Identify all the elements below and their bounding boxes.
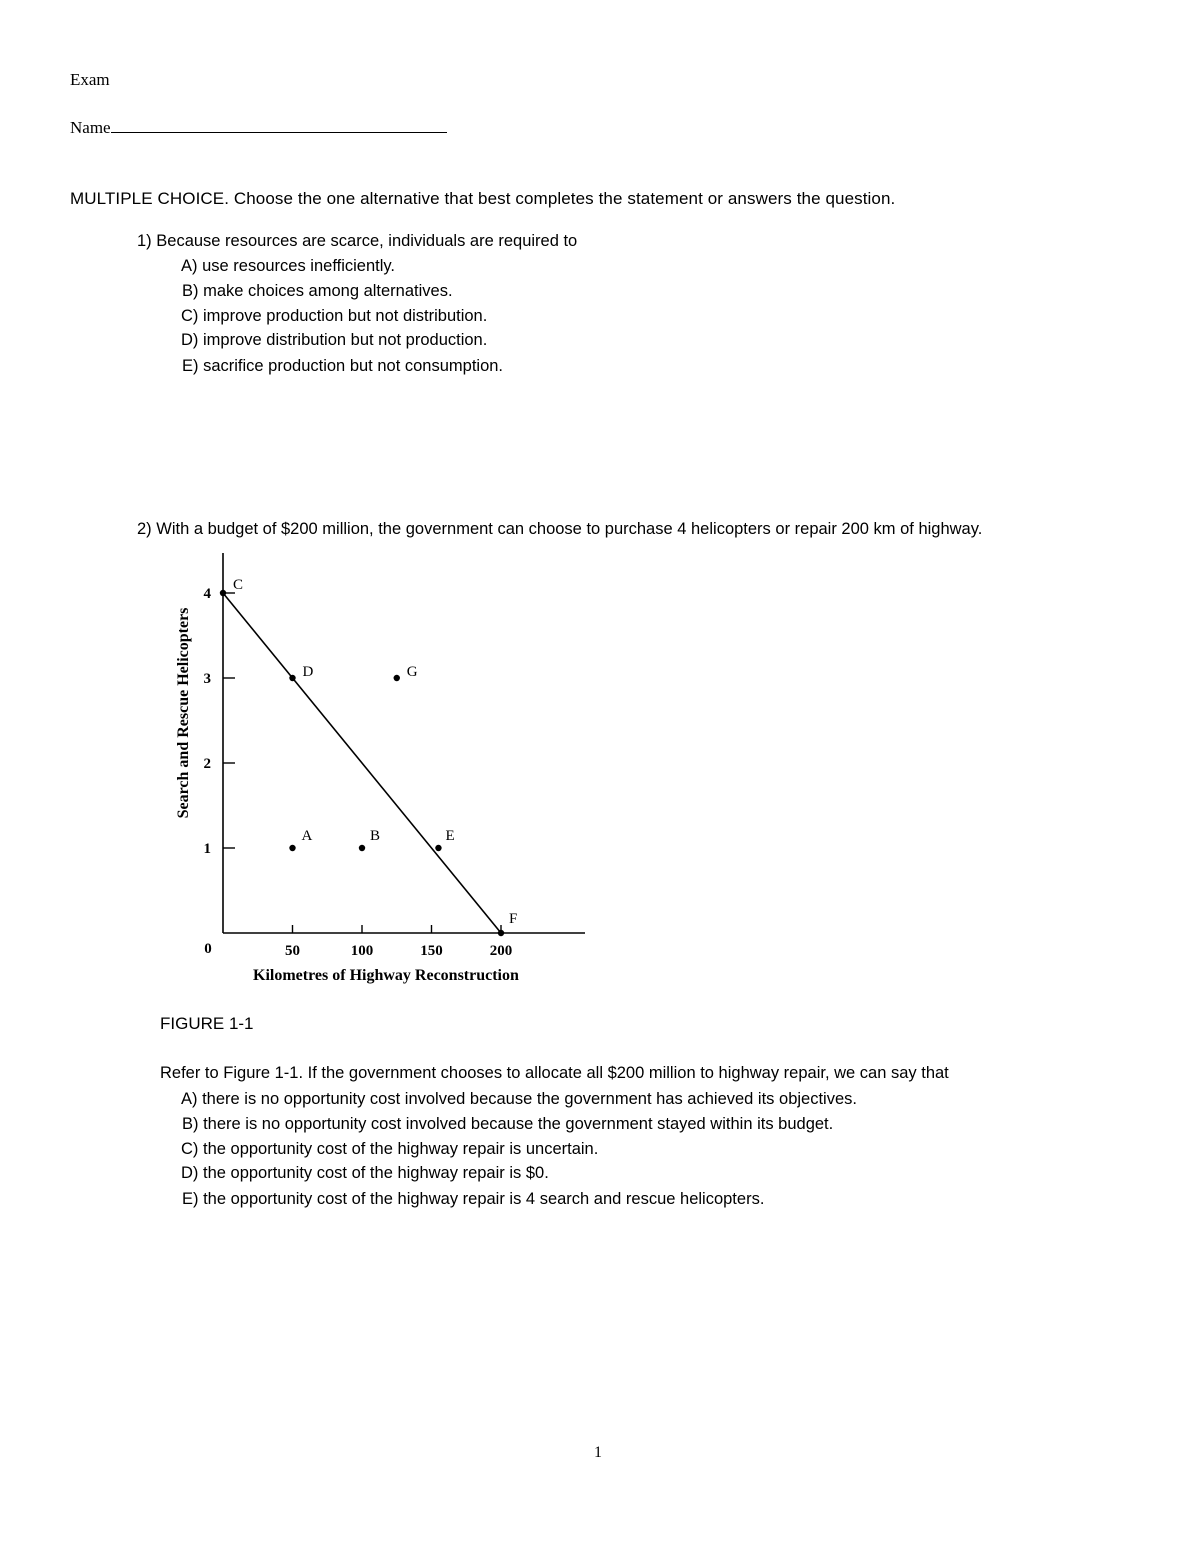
point-b [359, 845, 365, 851]
x-tick-label-50: 50 [285, 943, 300, 959]
question-1-number: 1) [137, 232, 152, 250]
point-label-b: B [370, 828, 381, 844]
question-2-option-a[interactable]: A) there is no opportunity cost involved because the government has achieved its objectives. [181, 1090, 857, 1108]
point-label-g: G [406, 664, 418, 680]
question-2-option-e[interactable]: E) the opportunity cost of the highway repair is 4 search and rescue helicopters. [182, 1190, 765, 1208]
question-2-prompt: Refer to Figure 1-1. If the government chooses to allocate all $200 million to highway repair, we can say that [160, 1064, 949, 1082]
ppf-line [223, 593, 501, 933]
y-tick-label-3: 3 [203, 671, 211, 687]
figure-label: FIGURE 1-1 [160, 1014, 254, 1033]
y-tick-label-4: 4 [203, 586, 211, 602]
point-d [289, 675, 295, 681]
instructions: MULTIPLE CHOICE. Choose the one alternative that best completes the statement or answers the question. [70, 189, 896, 208]
question-2 [137, 520, 982, 539]
question-2-option-d[interactable]: D) the opportunity cost of the highway repair is $0. [181, 1164, 549, 1182]
question-1-option-e[interactable]: E) sacrifice production but not consumption. [182, 357, 504, 375]
y-tick-label-2: 2 [203, 756, 211, 772]
point-label-f: F [509, 911, 518, 927]
point-e [435, 845, 441, 851]
question-1-text: Because resources are scarce, individuals are required to [156, 232, 578, 250]
x-axis-title: Kilometres of Highway Reconstruction [253, 967, 519, 984]
question-2-option-b[interactable]: B) there is no opportunity cost involved because the government stayed within its budget. [182, 1115, 834, 1133]
point-label-c: C [233, 577, 244, 593]
point-label-e: E [445, 828, 455, 844]
question-1 [137, 232, 577, 251]
point-c [220, 590, 226, 596]
exam-label: Exam [70, 70, 110, 89]
y-axis-title: Search and Rescue Helicopters [175, 607, 192, 819]
name-field[interactable] [70, 118, 447, 138]
question-1-option-b[interactable]: B) make choices among alternatives. [182, 282, 453, 300]
question-2-option-c[interactable]: C) the opportunity cost of the highway repair is uncertain. [181, 1140, 599, 1158]
name-blank-line[interactable] [111, 118, 447, 133]
point-f [498, 930, 504, 936]
question-2-number: 2) [137, 520, 152, 538]
point-label-d: D [302, 664, 314, 680]
y-tick-label-1: 1 [203, 841, 211, 857]
x-tick-label-100: 100 [350, 943, 374, 959]
x-tick-label-200: 200 [489, 943, 513, 959]
point-a [289, 845, 295, 851]
question-1-option-a[interactable]: A) use resources inefficiently. [181, 257, 395, 275]
x-tick-label-150: 150 [420, 943, 443, 959]
question-1-option-c[interactable]: C) improve production but not distribution. [181, 307, 488, 325]
point-label-a: A [301, 828, 313, 844]
point-g [394, 675, 400, 681]
page-number: 1 [594, 1444, 602, 1461]
origin-label: 0 [204, 941, 212, 957]
question-1-option-d[interactable]: D) improve distribution but not production. [181, 331, 488, 349]
question-2-text: With a budget of $200 million, the government can choose to purchase 4 helicopters or repair 200 km of highway. [156, 520, 983, 538]
ppf-chart [160, 545, 600, 990]
name-label: Name [70, 118, 111, 137]
